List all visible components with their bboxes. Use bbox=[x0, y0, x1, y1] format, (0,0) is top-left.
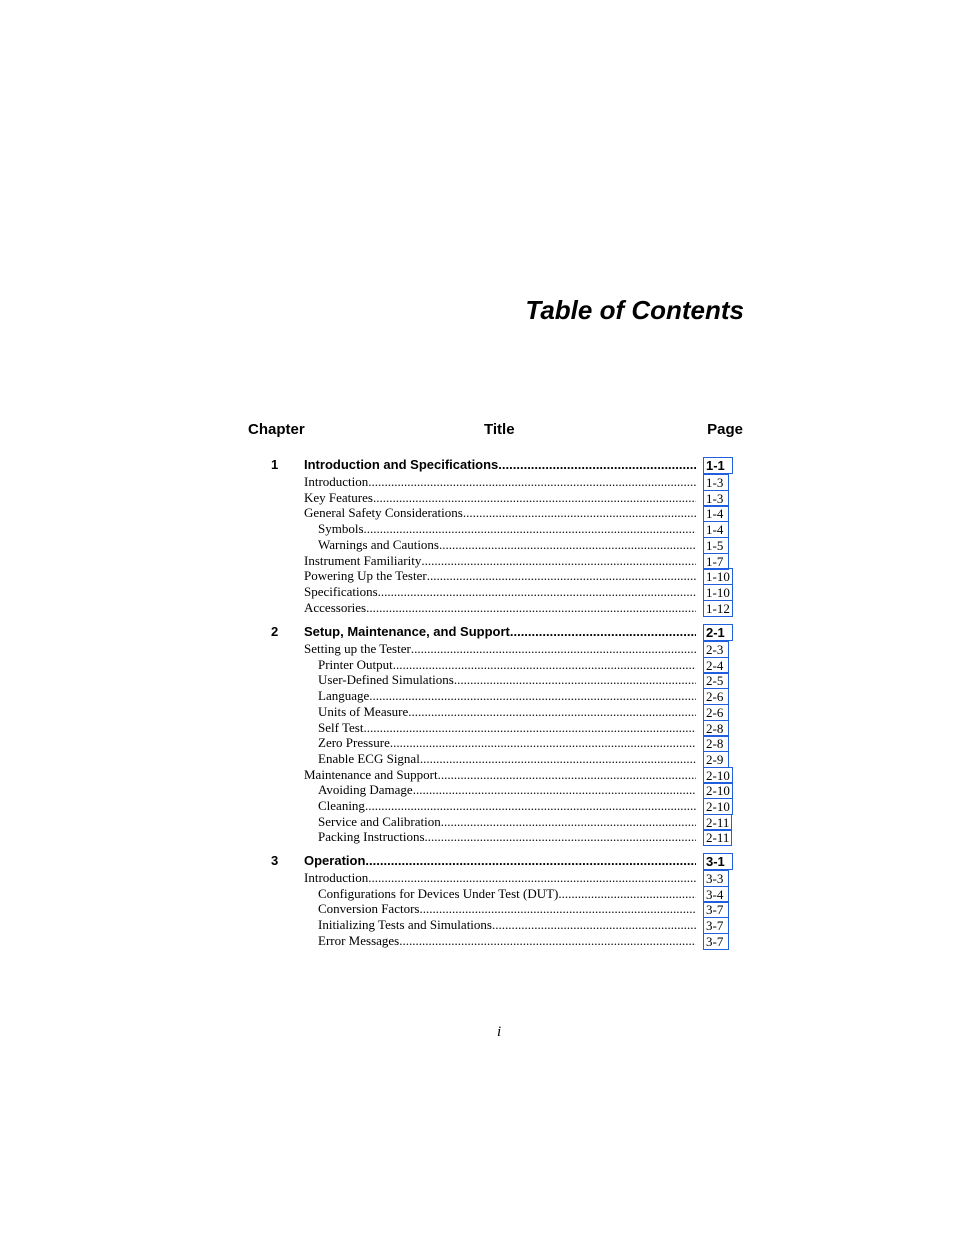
toc-entry-title: Warnings and Cautions bbox=[318, 536, 439, 552]
toc-entry-page-link[interactable]: 1-10 bbox=[703, 568, 733, 585]
toc-entry-title: Introduction bbox=[304, 870, 369, 885]
dot-leader bbox=[439, 537, 696, 553]
toc-entry-page-link[interactable]: 3-4 bbox=[703, 886, 729, 903]
dot-leader bbox=[373, 490, 696, 506]
toc-entry-title: Error Messages bbox=[318, 932, 400, 948]
dot-leader bbox=[411, 641, 696, 657]
toc-entry-title: Initializing Tests and Simulations bbox=[318, 917, 492, 933]
toc-entry bbox=[304, 870, 696, 886]
toc-entry-title: Cleaning bbox=[318, 798, 365, 813]
dot-leader bbox=[399, 933, 696, 949]
chapter-page-link[interactable]: 2-1 bbox=[703, 624, 733, 641]
toc-entry-page-link[interactable]: 2-5 bbox=[703, 672, 729, 689]
toc-entry bbox=[304, 474, 696, 490]
toc-entry-title: Avoiding Damage bbox=[318, 782, 413, 798]
dot-leader bbox=[366, 600, 696, 616]
toc-entry-page-link[interactable]: 2-9 bbox=[703, 751, 729, 768]
dot-leader bbox=[492, 917, 696, 933]
dot-leader bbox=[498, 457, 696, 473]
toc-entry-title: Instrument Familiarity bbox=[304, 552, 422, 568]
chapter-title-row bbox=[304, 624, 696, 640]
dot-leader bbox=[438, 767, 696, 783]
toc-entry bbox=[304, 490, 696, 506]
toc-entry-page-link[interactable]: 1-4 bbox=[703, 521, 729, 538]
dot-leader bbox=[378, 584, 696, 600]
toc-entry bbox=[318, 704, 696, 720]
chapter-title-row bbox=[304, 457, 696, 473]
toc-entry bbox=[304, 641, 696, 657]
page-title: Table of Contents bbox=[525, 295, 744, 325]
dot-leader bbox=[427, 568, 696, 584]
dot-leader bbox=[408, 704, 696, 720]
toc-entry bbox=[304, 584, 696, 600]
page-number: i bbox=[497, 1024, 502, 1040]
toc-entry-page-link[interactable]: 1-4 bbox=[703, 505, 729, 522]
dot-leader bbox=[365, 853, 696, 869]
toc-entry-page-link[interactable]: 2-10 bbox=[703, 782, 733, 799]
chapter-number: 2 bbox=[271, 624, 279, 639]
column-header-title: Title bbox=[484, 421, 515, 438]
toc-entry bbox=[304, 553, 696, 569]
dot-leader bbox=[463, 505, 696, 521]
toc-entry-title: Service and Calibration bbox=[318, 813, 441, 829]
toc-entry-title: Specifications bbox=[304, 583, 378, 599]
dot-leader bbox=[558, 886, 696, 902]
toc-entry bbox=[318, 688, 696, 704]
toc-entry-page-link[interactable]: 2-10 bbox=[703, 767, 733, 784]
chapter-page-link[interactable]: 1-1 bbox=[703, 457, 733, 474]
toc-entry-page-link[interactable]: 2-6 bbox=[703, 704, 729, 721]
chapter-number: 1 bbox=[271, 457, 279, 472]
toc-entry bbox=[304, 767, 696, 783]
dot-leader bbox=[369, 688, 696, 704]
dot-leader bbox=[393, 657, 696, 673]
toc-entry-title: General Safety Considerations bbox=[304, 505, 463, 521]
toc-entry bbox=[318, 657, 696, 673]
toc-entry-title: Enable ECG Signal bbox=[318, 750, 420, 766]
toc-entry-title: Conversion Factors bbox=[318, 901, 420, 917]
toc-entry bbox=[318, 672, 696, 688]
toc-entry-page-link[interactable]: 2-4 bbox=[703, 657, 729, 674]
toc-entry-title: Accessories bbox=[304, 599, 367, 615]
dot-leader bbox=[419, 901, 696, 917]
toc-entry-title: Powering Up the Tester bbox=[304, 568, 427, 584]
toc-entry bbox=[318, 537, 696, 553]
toc-entry-title: User-Defined Simulations bbox=[318, 672, 454, 688]
toc-entry-page-link[interactable]: 3-3 bbox=[703, 870, 729, 887]
dot-leader bbox=[441, 814, 696, 830]
dot-leader bbox=[421, 553, 696, 569]
dot-leader bbox=[363, 720, 696, 736]
chapter-title: Setup, Maintenance, and Support bbox=[304, 624, 510, 639]
dot-leader bbox=[420, 751, 696, 767]
toc-entry bbox=[318, 720, 696, 736]
toc-entry-title: Self Test bbox=[318, 719, 364, 735]
toc-entry bbox=[304, 568, 696, 584]
toc-entry-page-link[interactable]: 2-10 bbox=[703, 798, 733, 815]
chapter-page-link[interactable]: 3-1 bbox=[703, 853, 733, 870]
toc-entry-page-link[interactable]: 2-3 bbox=[703, 641, 729, 658]
dot-leader bbox=[390, 735, 696, 751]
toc-entry bbox=[318, 521, 696, 537]
dot-leader bbox=[364, 521, 696, 537]
toc-entry bbox=[318, 814, 696, 830]
toc-entry-page-link[interactable]: 1-5 bbox=[703, 537, 729, 554]
dot-leader bbox=[365, 798, 696, 814]
toc-entry bbox=[318, 886, 696, 902]
dot-leader bbox=[413, 782, 696, 798]
toc-entry bbox=[318, 751, 696, 767]
toc-entry bbox=[304, 600, 696, 616]
toc-entry-page-link[interactable]: 3-7 bbox=[703, 901, 729, 918]
toc-entry bbox=[318, 933, 696, 949]
toc-entry-title: Language bbox=[318, 688, 370, 704]
toc-entry bbox=[318, 917, 696, 933]
chapter-title: Introduction and Specifications bbox=[304, 457, 499, 472]
toc-entry-page-link[interactable]: 1-7 bbox=[703, 553, 729, 570]
toc-entry-page-link[interactable]: 1-3 bbox=[703, 474, 729, 491]
toc-entry-page-link[interactable]: 2-11 bbox=[703, 829, 732, 846]
toc-entry-title: Printer Output bbox=[318, 656, 393, 672]
toc-entry-title: Introduction bbox=[304, 474, 369, 489]
toc-entry bbox=[318, 782, 696, 798]
toc-entry bbox=[318, 829, 696, 845]
column-header-chapter: Chapter bbox=[248, 421, 305, 438]
column-header-page: Page bbox=[707, 421, 743, 438]
toc-entry-title: Zero Pressure bbox=[318, 735, 390, 751]
toc-entry bbox=[318, 798, 696, 814]
toc-entry-title: Configurations for Devices Under Test (DUT) bbox=[318, 885, 559, 901]
toc-entry-page-link[interactable]: 1-3 bbox=[703, 490, 729, 507]
toc-entry bbox=[304, 505, 696, 521]
toc-entry-page-link[interactable]: 2-8 bbox=[703, 720, 729, 737]
dot-leader bbox=[454, 672, 696, 688]
chapter-number: 3 bbox=[271, 853, 279, 868]
dot-leader bbox=[510, 624, 696, 640]
toc-entry bbox=[318, 735, 696, 751]
dot-leader bbox=[368, 870, 696, 886]
toc-entry-title: Units of Measure bbox=[318, 703, 409, 719]
toc-entry-title: Setting up the Tester bbox=[304, 641, 411, 656]
chapter-title-row bbox=[304, 853, 696, 869]
toc-entry-page-link[interactable]: 2-11 bbox=[703, 814, 732, 831]
toc-entry-page-link[interactable]: 1-12 bbox=[703, 600, 733, 617]
toc-entry-page-link[interactable]: 2-8 bbox=[703, 735, 729, 752]
dot-leader bbox=[425, 829, 696, 845]
chapter-title: Operation bbox=[304, 853, 366, 868]
toc-entry-page-link[interactable]: 1-10 bbox=[703, 584, 733, 601]
toc-entry-title: Symbols bbox=[318, 521, 364, 537]
toc-entry-title: Maintenance and Support bbox=[304, 766, 438, 782]
toc-entry-page-link[interactable]: 2-6 bbox=[703, 688, 729, 705]
toc-entry-title: Key Features bbox=[304, 489, 373, 505]
toc-entry-page-link[interactable]: 3-7 bbox=[703, 917, 729, 934]
toc-entry-title: Packing Instructions bbox=[318, 829, 425, 845]
toc-entry-page-link[interactable]: 3-7 bbox=[703, 933, 729, 950]
toc-entry bbox=[318, 901, 696, 917]
dot-leader bbox=[368, 474, 696, 490]
